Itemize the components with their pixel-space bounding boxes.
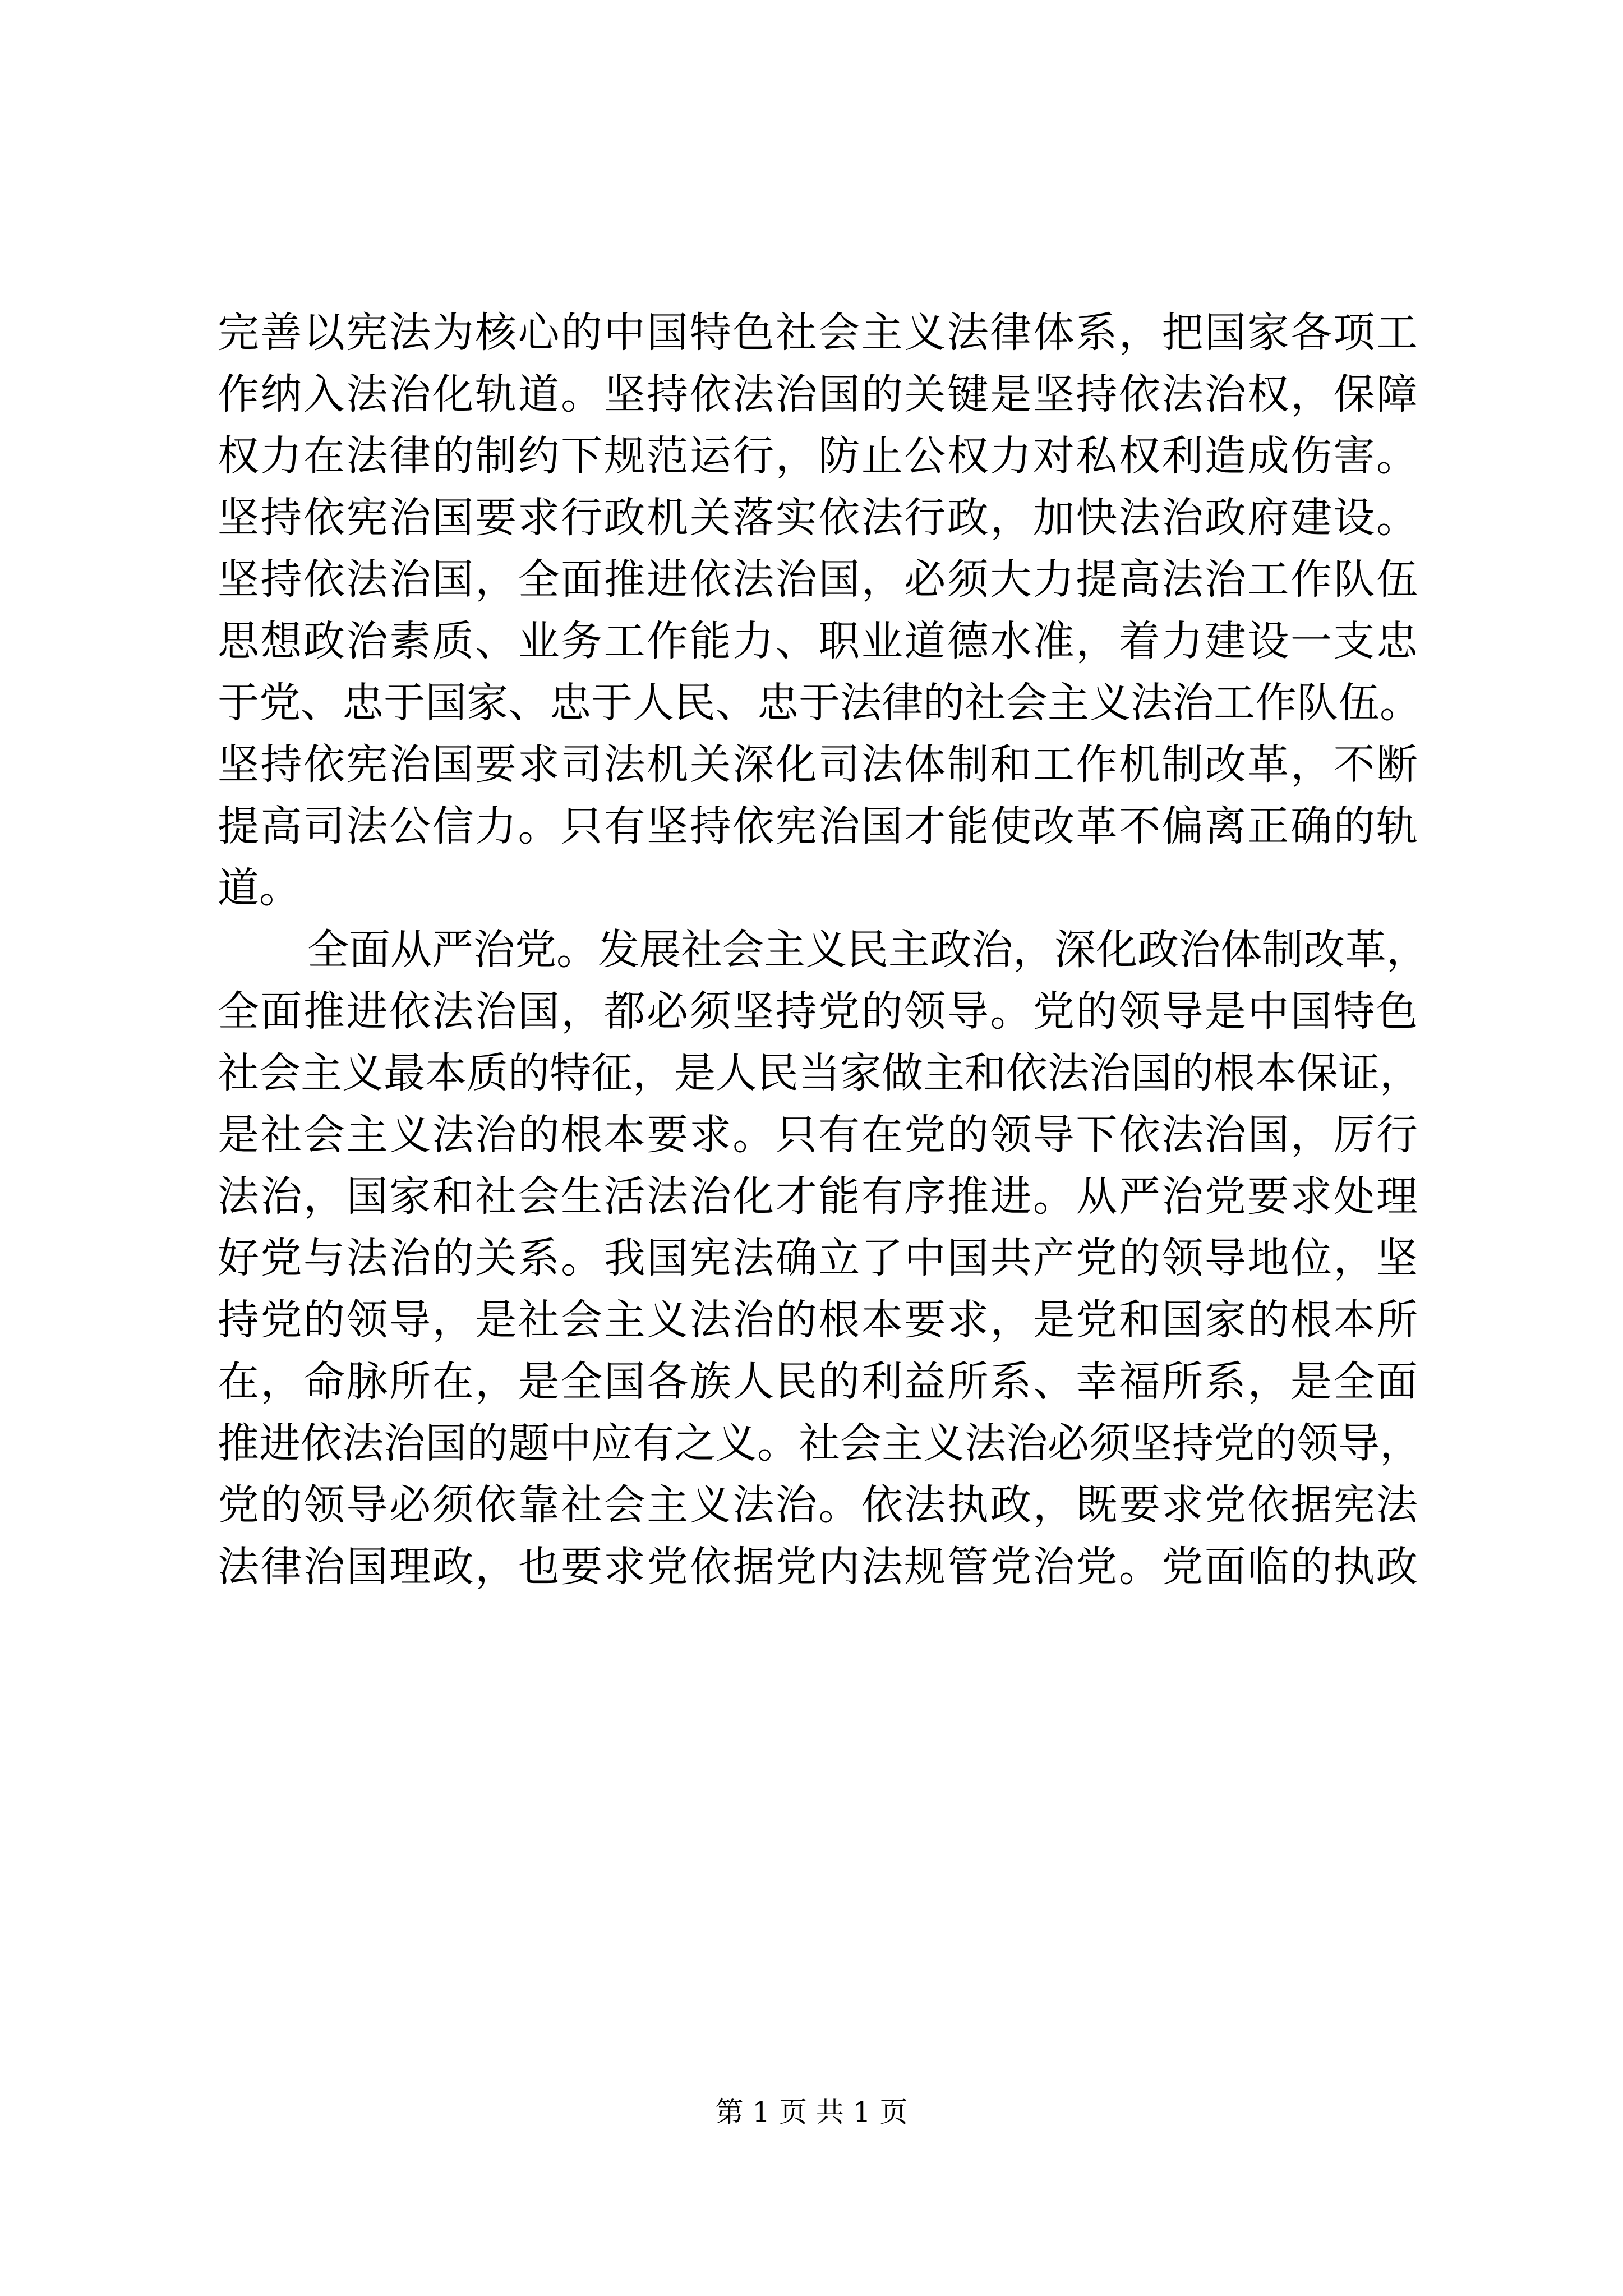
text-line: 在，命脉所在，是全国各族人民的利益所系、幸福所系，是全面 — [218, 1358, 1418, 1406]
text-line: 好党与法治的关系。我国宪法确立了中国共产党的领导地位，坚 — [218, 1234, 1418, 1282]
text-line: 坚持依宪治国要求行政机关落实依法行政，加快法治政府建设。 — [218, 494, 1418, 542]
paragraph-first-line: 全面从严治党。发展社会主义民主政治，深化政治体制改革， — [307, 926, 1428, 974]
text-line: 坚持依宪治国要求司法机关深化司法体制和工作机制改革，不断 — [218, 740, 1418, 789]
text-line: 全面推进依法治国，都必须坚持党的领导。党的领导是中国特色 — [218, 987, 1418, 1036]
text-line: 权力在法律的制约下规范运行，防止公权力对私权利造成伤害。 — [218, 432, 1418, 480]
text-line: 法律治国理政，也要求党依据党内法规管党治党。党面临的执政 — [218, 1543, 1418, 1591]
text-line: 社会主义最本质的特征，是人民当家做主和依法治国的根本保证， — [218, 1049, 1421, 1097]
text-line: 道。 — [218, 864, 301, 912]
text-line: 提高司法公信力。只有坚持依宪治国才能使改革不偏离正确的轨 — [218, 802, 1418, 850]
text-line: 坚持依法治国，全面推进依法治国，必须大力提高法治工作队伍 — [218, 555, 1418, 604]
text-line: 作纳入法治化轨道。坚持依法治国的关键是坚持依法治权，保障 — [218, 370, 1418, 418]
text-line: 完善以宪法为核心的中国特色社会主义法律体系，把国家各项工 — [218, 309, 1418, 357]
text-line: 持党的领导，是社会主义法治的根本要求，是党和国家的根本所 — [218, 1296, 1418, 1344]
page-number-footer: 第 1 页 共 1 页 — [715, 2096, 908, 2128]
text-line: 法治，国家和社会生活法治化才能有序推进。从严治党要求处理 — [218, 1172, 1418, 1221]
text-line: 推进依法治国的题中应有之义。社会主义法治必须坚持党的领导， — [218, 1419, 1421, 1467]
text-line: 党的领导必须依靠社会主义法治。依法执政，既要求党依据宪法 — [218, 1481, 1418, 1529]
text-line: 思想政治素质、业务工作能力、职业道德水准，着力建设一支忠 — [218, 617, 1418, 665]
document-body — [218, 302, 1428, 1598]
text-line: 是社会主义法治的根本要求。只有在党的领导下依法治国，厉行 — [218, 1111, 1418, 1159]
text-line: 于党、忠于国家、忠于人民、忠于法律的社会主义法治工作队伍。 — [218, 679, 1421, 727]
